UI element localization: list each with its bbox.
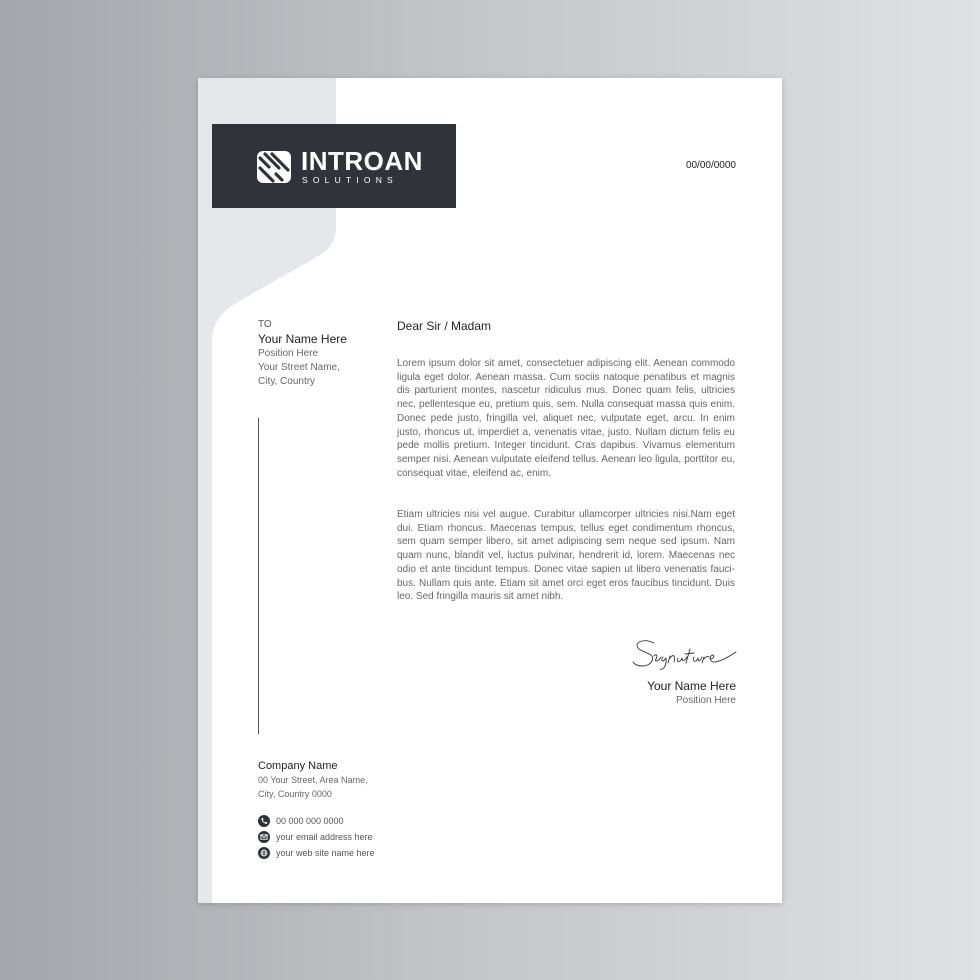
logo-banner [212, 124, 456, 208]
letterhead-page [198, 78, 782, 903]
recipient-name: Your Name Here [258, 332, 347, 346]
company-name: Company Name [258, 760, 338, 772]
phone-icon [258, 815, 270, 827]
contact-email [258, 829, 375, 845]
vertical-divider [258, 418, 259, 734]
signatory-name: Your Name Here [647, 679, 736, 693]
letter-paragraph-1: Lorem ipsum dolor sit amet, consectetuer adipiscing elit. Aenean commodo ligula eget dolor. Aenean massa. Cum sociis natoque penatibus et magnis dis parturient montes, nascetur ridiculus mus. Donec quam felis, ultricies nec, pellentesque eu, pretium quis, sem. Nulla consequat massa quis enim. Donec pede justo, fringilla vel, aliquet nec, vulputate eget, arcu. In enim justo, rhoncus ut, imperdiet a, venenatis vitae, justo. Nullam dictum felis eu pede mollis pretium. Integer tincidunt. Cras dapibus. Vivamus elementum semper nisi. Aenean vulputate eleifend tellus. Aenean leo ligula, porttitor eu, consequat vitae, eleifend ac, enim. [397, 358, 735, 479]
company-address-line-2: City, Country 0000 [258, 789, 332, 799]
email-icon [258, 831, 270, 843]
contact-website-text: your web site name here [276, 848, 375, 858]
recipient-label: TO [258, 319, 272, 330]
recipient-city: City, Country [258, 376, 316, 387]
letter-date: 00/00/0000 [685, 160, 736, 171]
recipient-position: Position Here [258, 348, 319, 359]
contact-website [258, 845, 375, 861]
company-address-line-1: 00 Your Street, Area Name, [258, 775, 368, 785]
letter-greeting: Dear Sir / Madam [397, 319, 492, 333]
letter-paragraph-2: Etiam ultricies nisi vel augue. Curabitur ullamcorper ultricies nisi.Nam eget dui. Etiam rhoncus. Maecenas tempus, tellus eget condimentum rhoncus, sem quam semper libero, sit amet adipiscing sem neque sed ipsum. Nam quam nunc, blandit vel, luctus pulvinar, hendrerit id, lorem. Maecenas nec odio et ante tincidunt tempus. Donec vitae sapien ut libero venenatis fauci-bus. Nullam quis ante. Etiam sit amet orci eget eros faucibus tincidunt. Duis leo. Sed fringilla mauris sit amet nibh. [397, 509, 735, 603]
contact-phone [258, 813, 375, 829]
logo-tagline: SOLUTIONS [302, 175, 398, 185]
contact-email-text: your email address here [276, 832, 373, 842]
logo-mark-icon [257, 151, 291, 183]
signature-graphic [630, 634, 738, 676]
recipient-block [258, 318, 388, 389]
company-block [258, 759, 408, 801]
signatory-position: Position Here [675, 695, 736, 706]
contact-phone-text: 00 000 000 0000 [276, 816, 344, 826]
recipient-street: Your Street Name, [258, 362, 340, 373]
logo-name: INTROAN [301, 146, 423, 176]
contact-list [258, 813, 375, 861]
globe-icon [258, 847, 270, 859]
